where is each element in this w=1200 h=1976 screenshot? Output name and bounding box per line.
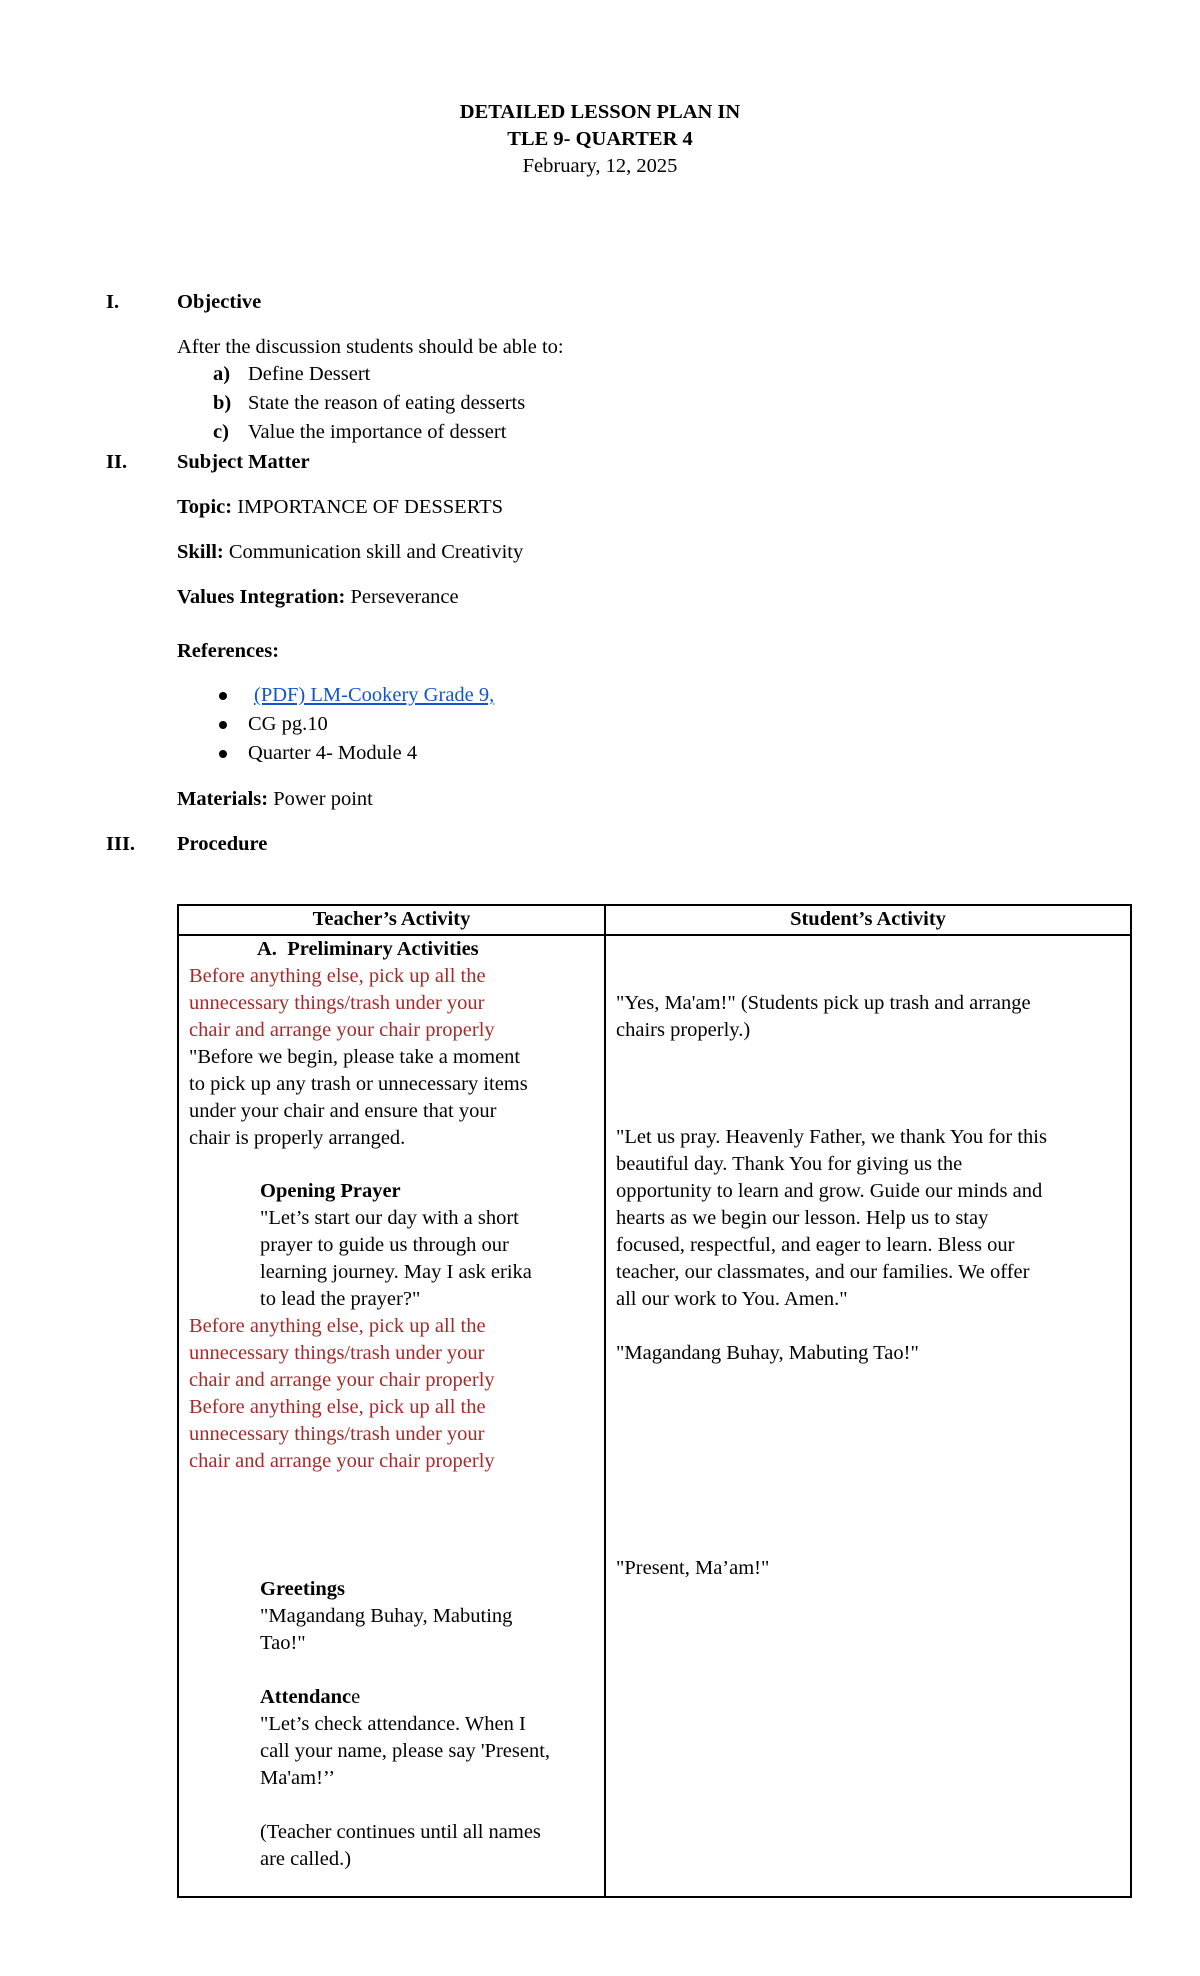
- teacher-continues-note: [260, 1819, 541, 1873]
- prayer-line: hearts as we begin our lesson. Help us to stay: [616, 1207, 989, 1229]
- prayer-line: beautiful day. Thank You for giving us the: [616, 1153, 963, 1175]
- response-line: chairs properly.): [616, 1019, 751, 1041]
- procedure-table: [177, 904, 1132, 1898]
- objective-intro: After the discussion students should be able to:: [177, 336, 564, 358]
- student-prayer: [616, 1124, 1047, 1313]
- teacher-activity-cell: [178, 935, 605, 1897]
- attendance-line: Ma'am!’’: [260, 1767, 336, 1789]
- reference-link-lm-cookery[interactable]: (PDF) LM-Cookery Grade 9,: [254, 684, 495, 706]
- attendance-title: Attendanc: [260, 1686, 352, 1708]
- red-note-line: unnecessary things/trash under your: [189, 1423, 485, 1445]
- prayer-line: to lead the prayer?": [260, 1288, 421, 1310]
- prayer-line: opportunity to learn and grow. Guide our minds and: [616, 1180, 1043, 1202]
- objective-item-c: Value the importance of dessert: [248, 421, 507, 443]
- prayer-line: all our work to You. Amen.": [616, 1288, 848, 1310]
- red-note-line: unnecessary things/trash under your: [189, 992, 485, 1014]
- instruction-line: to pick up any trash or unnecessary items: [189, 1073, 528, 1095]
- objective-letter-c: c): [213, 421, 229, 443]
- values-label: Values Integration:: [177, 586, 346, 608]
- prayer-line: "Let’s start our day with a short: [260, 1207, 519, 1229]
- opening-prayer-text: [260, 1205, 532, 1313]
- student-present: "Present, Ma’am!": [616, 1557, 770, 1579]
- bullet-icon: [219, 721, 227, 729]
- attendance-title-end: e: [351, 1686, 361, 1708]
- prayer-line: prayer to guide us through our: [260, 1234, 509, 1256]
- greetings-heading: Greetings: [260, 1578, 346, 1600]
- objective-numeral: I.: [106, 291, 120, 313]
- objective-item-b: State the reason of eating desserts: [248, 392, 526, 414]
- teacher-instruction: [189, 1044, 528, 1152]
- title-line-2: TLE 9- QUARTER 4: [507, 128, 693, 150]
- procedure-numeral: III.: [106, 833, 136, 855]
- objective-heading: Objective: [177, 291, 262, 313]
- procedure-heading: Procedure: [177, 833, 268, 855]
- values-value: Perseverance: [350, 586, 459, 608]
- lesson-date: February, 12, 2025: [522, 155, 678, 177]
- topic-value: IMPORTANCE OF DESSERTS: [237, 496, 504, 518]
- red-note-line: Before anything else, pick up all the: [189, 1396, 486, 1418]
- student-greeting: "Magandang Buhay, Mabuting Tao!": [616, 1342, 919, 1364]
- skill-label: Skill:: [177, 541, 224, 563]
- topic-line: [177, 494, 503, 521]
- preliminary-heading: [257, 936, 479, 963]
- instruction-line: under your chair and ensure that your: [189, 1100, 497, 1122]
- materials-line: [177, 786, 373, 813]
- red-note-line: unnecessary things/trash under your: [189, 1342, 485, 1364]
- red-note-line: chair and arrange your chair properly: [189, 1450, 495, 1472]
- red-note-line: chair and arrange your chair properly: [189, 1019, 495, 1041]
- red-note-1: [189, 963, 495, 1044]
- attendance-line: call your name, please say 'Present,: [260, 1740, 551, 1762]
- instruction-line: chair is properly arranged.: [189, 1127, 406, 1149]
- skill-value: Communication skill and Creativity: [228, 541, 524, 563]
- references-label: References:: [177, 640, 280, 662]
- red-note-2: [189, 1313, 495, 1475]
- red-note-line: Before anything else, pick up all the: [189, 1315, 486, 1337]
- subject-heading: Subject Matter: [177, 451, 310, 473]
- preliminary-title: Preliminary Activities: [287, 938, 479, 960]
- prayer-line: "Let us pray. Heavenly Father, we thank You for this: [616, 1126, 1047, 1148]
- attendance-heading: [260, 1684, 360, 1711]
- preliminary-letter: A.: [257, 938, 277, 960]
- student-activity-cell: [605, 935, 1131, 1897]
- response-line: "Yes, Ma'am!" (Students pick up trash and arrange: [616, 992, 1031, 1014]
- greetings-text: [260, 1603, 512, 1657]
- attendance-text: [260, 1711, 550, 1792]
- topic-label: Topic:: [177, 496, 233, 518]
- opening-prayer-heading: Opening Prayer: [260, 1180, 401, 1202]
- objective-letter-b: b): [213, 392, 232, 414]
- objective-item-a: Define Dessert: [248, 363, 371, 385]
- skill-line: [177, 539, 523, 566]
- teacher-column-header: Teacher’s Activity: [178, 905, 605, 935]
- instruction-line: "Before we begin, please take a moment: [189, 1046, 521, 1068]
- prayer-line: teacher, our classmates, and our families. We offer: [616, 1261, 1030, 1283]
- subject-numeral: II.: [106, 451, 128, 473]
- materials-label: Materials:: [177, 788, 269, 810]
- continues-line: are called.): [260, 1848, 352, 1870]
- reference-module: Quarter 4- Module 4: [248, 742, 418, 764]
- bullet-icon: [219, 692, 227, 700]
- bullet-icon: [219, 750, 227, 758]
- red-note-line: chair and arrange your chair properly: [189, 1369, 495, 1391]
- student-response-yes: [616, 990, 1031, 1044]
- greetings-line: Tao!": [260, 1632, 306, 1654]
- red-note-line: Before anything else, pick up all the: [189, 965, 486, 987]
- continues-line: (Teacher continues until all names: [260, 1821, 541, 1843]
- title-line-1: DETAILED LESSON PLAN IN: [459, 101, 741, 123]
- greetings-line: "Magandang Buhay, Mabuting: [260, 1605, 513, 1627]
- materials-value: Power point: [273, 788, 373, 810]
- values-line: [177, 584, 459, 611]
- prayer-line: learning journey. May I ask erika: [260, 1261, 532, 1283]
- reference-cg: CG pg.10: [248, 713, 328, 735]
- objective-letter-a: a): [213, 363, 231, 385]
- prayer-line: focused, respectful, and eager to learn. Bless our: [616, 1234, 1015, 1256]
- student-column-header: Student’s Activity: [605, 905, 1131, 935]
- attendance-line: "Let’s check attendance. When I: [260, 1713, 526, 1735]
